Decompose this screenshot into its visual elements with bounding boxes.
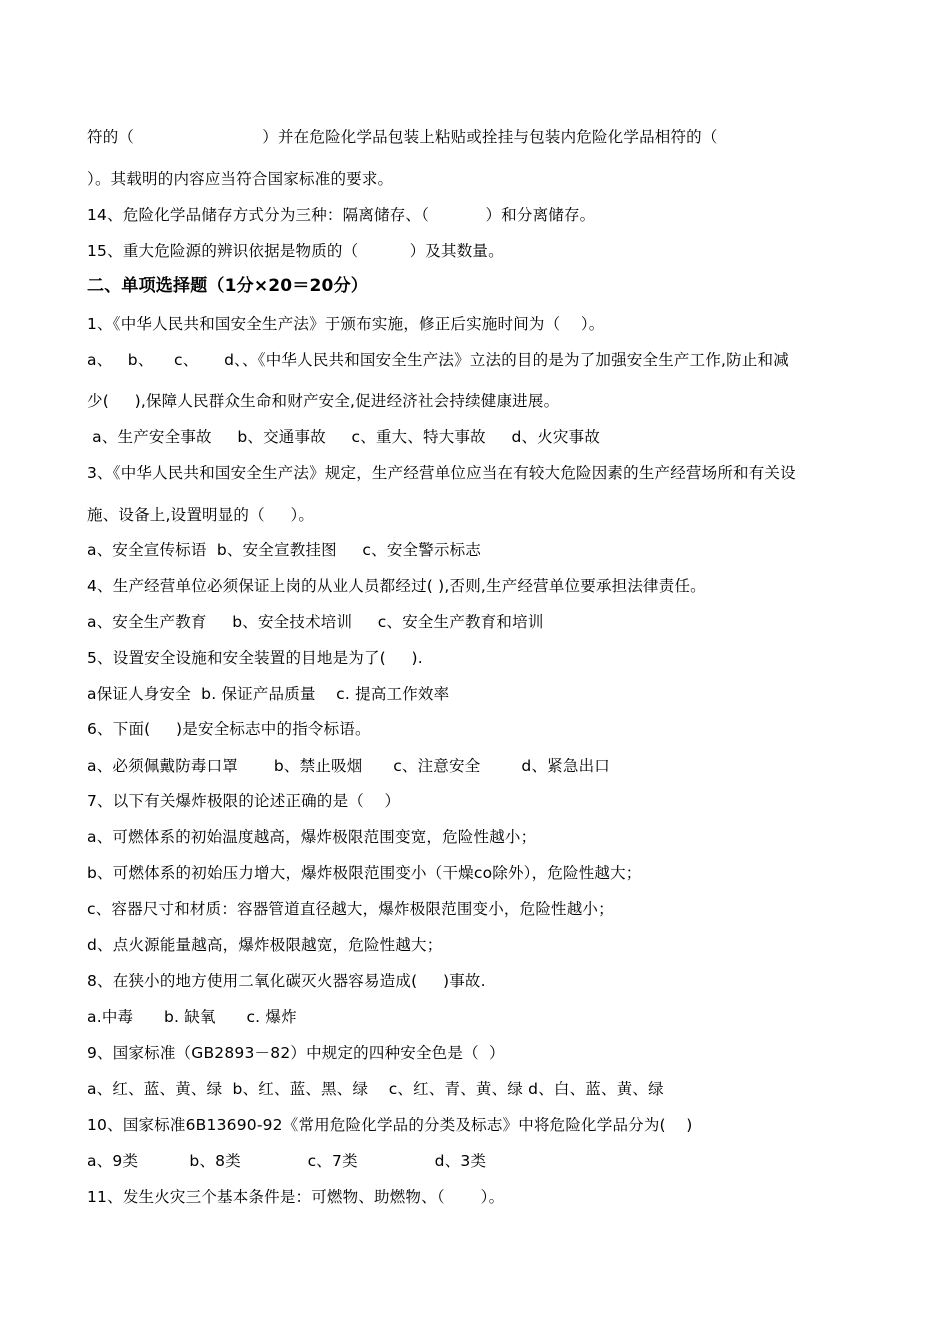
text-line: ）。其载明的内容应当符合国家标准的要求。 — [87, 170, 394, 188]
question-3: 3、《中华人民共和国安全生产法》规定，生产经营单位应当在有较大危险因素的生产经营场所和有关设 — [87, 464, 796, 482]
question-7-option-c: c、容器尺寸和材质：容器管道直径越大，爆炸极限范围变小，危险性越小； — [87, 900, 614, 918]
question-11: 11、发生火灾三个基本条件是：可燃物、助燃物、（ ）。 — [87, 1188, 505, 1206]
question-10-options: a、9类 b、8类 c、7类 d、3类 — [87, 1152, 487, 1170]
question-14: 14、危险化学品储存方式分为三种：隔离储存、（ ）和分离储存。 — [87, 206, 596, 224]
text-line: 少( ),保障人民群众生命和财产安全,促进经济社会持续健康进展。 — [87, 392, 560, 410]
question-9-options: a、红、蓝、黄、绿 b、红、蓝、黑、绿 c、红、青、黄、绿 d、白、蓝、黄、绿 — [87, 1080, 664, 1098]
question-5: 5、设置安全设施和安全装置的目地是为了( ). — [87, 649, 423, 667]
question-1: 1、《中华人民共和国安全生产法》于颁布实施，修正后实施时间为（ ）。 — [87, 315, 605, 333]
section-heading: 二、单项选择题（1分×20＝20分） — [87, 276, 368, 296]
question-7: 7、以下有关爆炸极限的论述正确的是（ ） — [87, 792, 401, 810]
question-8: 8、在狭小的地方使用二氧化碳灭火器容易造成( )事故. — [87, 972, 486, 990]
question-15: 15、重大危险源的辨识依据是物质的（ ）及其数量。 — [87, 242, 504, 260]
question-7-option-a: a、可燃体系的初始温度越高，爆炸极限范围变宽，危险性越小； — [87, 828, 537, 846]
question-4: 4、生产经营单位必须保证上岗的从业人员都经过( ),否则,生产经营单位要承担法律责任。 — [87, 577, 706, 595]
text-line: 符的（ ）并在危险化学品包装上粘贴或拴挂与包装内危险化学品相符的（ — [87, 128, 718, 146]
question-7-option-d: d、点火源能量越高，爆炸极限越宽，危险性越大； — [87, 936, 443, 954]
question-4-options: a、安全生产教育 b、安全技术培训 c、安全生产教育和培训 — [87, 613, 544, 631]
question-7-option-b: b、可燃体系的初始压力增大，爆炸极限范围变小（干燥co除外），危险性越大； — [87, 864, 642, 882]
question-9: 9、国家标准（GB2893－82）中规定的四种安全色是（ ） — [87, 1044, 505, 1062]
question-10: 10、国家标准6B13690-92《常用危险化学品的分类及标志》中将危险化学品分为( ) — [87, 1116, 693, 1134]
question-5-options: a保证人身安全 b. 保证产品质量 c. 提高工作效率 — [87, 685, 450, 703]
question-3-options: a、安全宣传标语 b、安全宣教挂图 c、安全警示标志 — [87, 541, 482, 559]
text-line: 施、设备上,设置明显的（ ）。 — [87, 506, 315, 524]
question-6: 6、下面( )是安全标志中的指令标语。 — [87, 720, 371, 738]
question-8-options: a.中毒 b. 缺氧 c. 爆炸 — [87, 1008, 297, 1026]
question-6-options: a、必须佩戴防毒口罩 b、禁止吸烟 c、注意安全 d、紧急出口 — [87, 757, 610, 775]
question-2-options: a、生产安全事故 b、交通事故 c、重大、特大事故 d、火灾事故 — [87, 428, 601, 446]
question-1-options: a、 b、 c、 d、、《中华人民共和国安全生产法》立法的目的是为了加强安全生产工作,防止和减 — [87, 351, 789, 369]
